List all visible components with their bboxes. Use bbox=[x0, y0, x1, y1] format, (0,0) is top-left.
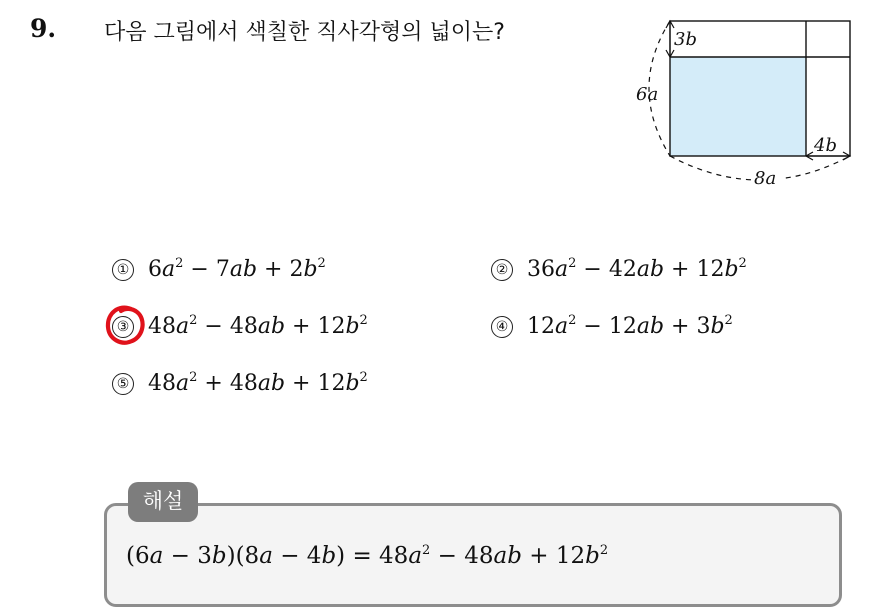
question-text: 다음 그림에서 색칠한 직사각형의 넓이는? bbox=[104, 20, 505, 45]
choice-2[interactable] bbox=[491, 257, 747, 282]
choice-4[interactable] bbox=[491, 314, 733, 339]
choice-number: ⑤ bbox=[112, 373, 134, 395]
choice-number: ④ bbox=[491, 316, 513, 338]
choice-5[interactable] bbox=[112, 371, 368, 396]
choice-expression: $36a^2 - 42ab + 12b^2$ bbox=[527, 256, 747, 282]
solution-expression: $(6a - 3b)(8a - 4b) = 48a^2 - 48ab + 12b^2$ bbox=[126, 543, 609, 569]
label-left: 6a bbox=[636, 84, 659, 105]
label-top: 3b bbox=[674, 29, 697, 50]
choice-number: ② bbox=[491, 259, 513, 281]
choice-expression: $48a^2 + 48ab + 12b^2$ bbox=[148, 370, 368, 396]
label-bottom: 8a bbox=[754, 168, 777, 189]
question-number: 9. bbox=[30, 14, 57, 43]
choice-expression: $12a^2 - 12ab + 3b^2$ bbox=[527, 313, 733, 339]
choice-1[interactable] bbox=[112, 257, 326, 282]
shaded-rectangle bbox=[670, 57, 806, 156]
choice-number: ③ bbox=[112, 316, 134, 338]
rectangle-figure bbox=[628, 8, 868, 198]
choice-number: ① bbox=[112, 259, 134, 281]
choice-expression: $6a^2 - 7ab + 2b^2$ bbox=[148, 256, 326, 282]
label-right: 4b bbox=[814, 135, 837, 156]
answer-circle-mark bbox=[101, 301, 151, 351]
choice-expression: $48a^2 - 48ab + 12b^2$ bbox=[148, 313, 368, 339]
solution-label: 해설 bbox=[128, 482, 198, 522]
top-dimension-arrow bbox=[666, 21, 674, 57]
